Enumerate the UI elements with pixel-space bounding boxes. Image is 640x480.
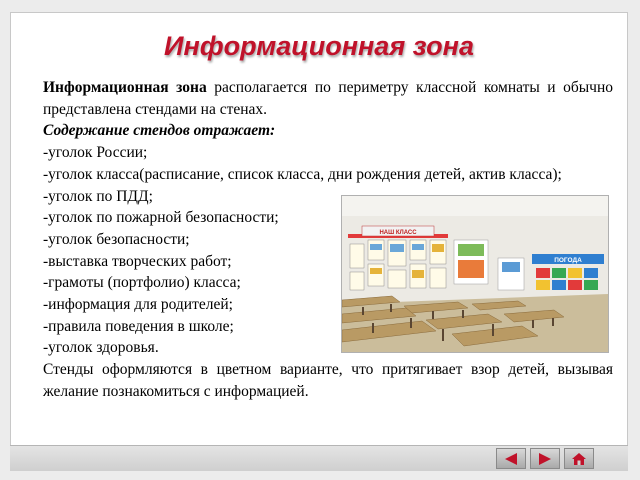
slide-title: Информационная зона bbox=[164, 31, 474, 61]
list-item: -уголок по ПДД; bbox=[43, 187, 153, 205]
list-item: -уголок России; bbox=[43, 144, 148, 162]
list-item: -грамоты (портфолио) класса; bbox=[43, 274, 241, 292]
intro-text: располагается по периметру классной комнаты и обычно представлена стендами на стенах. bbox=[43, 79, 613, 118]
classroom-photo bbox=[341, 195, 609, 353]
prev-arrow-icon bbox=[503, 452, 519, 466]
home-button[interactable] bbox=[564, 448, 594, 469]
prev-slide-button[interactable] bbox=[496, 448, 526, 469]
list-item: -уголок класса(расписание, список класса, дни рождения детей, актив класса); bbox=[43, 165, 562, 183]
slide bbox=[10, 12, 628, 467]
list-item: -информация для родителей; bbox=[43, 296, 233, 314]
intro-term: Информационная зона bbox=[43, 79, 207, 96]
next-arrow-icon bbox=[537, 452, 553, 466]
closing-paragraph: Стенды оформляются в цветном варианте, что притягивает взор детей, вызывая желание познакомиться с информацией. bbox=[43, 361, 613, 400]
list-item: -уголок по пожарной безопасности; bbox=[43, 209, 279, 227]
list-item: -уголок здоровья. bbox=[43, 339, 159, 357]
list-item: -выставка творческих работ; bbox=[43, 252, 232, 270]
next-slide-button[interactable] bbox=[530, 448, 560, 469]
bottom-bar bbox=[10, 445, 628, 471]
list-item: -уголок безопасности; bbox=[43, 230, 190, 248]
list-item: -правила поведения в школе; bbox=[43, 317, 234, 335]
home-icon bbox=[571, 452, 587, 466]
intro-paragraph bbox=[43, 77, 613, 120]
stand-left-label: НАШ КЛАСС bbox=[379, 230, 417, 236]
stand-right-label: ПОГОДА bbox=[554, 257, 582, 264]
content-heading: Содержание стендов отражает: bbox=[43, 122, 276, 140]
